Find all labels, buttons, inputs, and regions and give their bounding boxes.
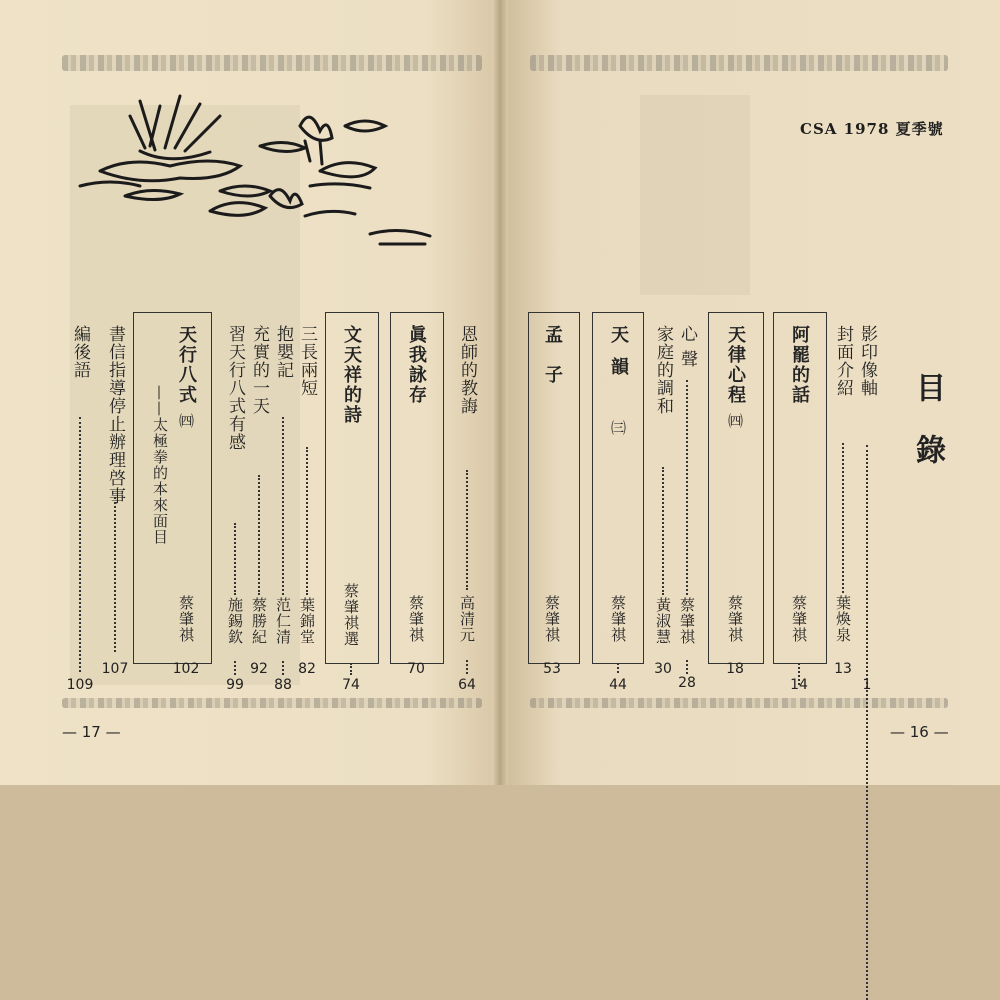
entry-title: 恩師的教誨	[457, 325, 477, 415]
entry-title: 孟子	[542, 325, 563, 405]
entry-title: 抱嬰記	[273, 325, 293, 379]
page-number: 109	[66, 677, 94, 693]
entry-title: 編後語	[70, 325, 90, 379]
entry-author: 蔡肇祺	[177, 595, 195, 643]
page-number: 44	[609, 677, 627, 693]
entry-author: 蔡肇祺	[609, 595, 627, 643]
leader-dots	[114, 497, 116, 652]
leader-dots	[234, 523, 236, 595]
entry-author: 葉煥泉	[834, 595, 852, 643]
entry-author: 施錫欽	[226, 597, 244, 645]
entry-title: 書信指導停止辦理啓事	[105, 325, 125, 505]
entry-title: 影印像軸	[857, 325, 877, 397]
leader-dots	[842, 443, 844, 593]
page-number: 14	[790, 677, 808, 693]
entry-title: 天律心程	[725, 325, 746, 405]
page-number: 70	[407, 661, 425, 677]
entry-author: 黃淑慧	[654, 597, 672, 645]
entry-author: 范仁清	[274, 597, 292, 645]
book-gutter	[492, 0, 508, 785]
leader-dots	[686, 380, 688, 595]
leader-dots	[258, 475, 260, 595]
top-band-right	[530, 55, 948, 71]
leader-dots	[234, 661, 236, 675]
entry-author: 蔡肇祺	[543, 595, 561, 643]
page-number: 64	[458, 677, 476, 693]
entry-title: 習天行八式有感	[225, 325, 245, 451]
leader-dots	[617, 663, 619, 673]
entry-title: 心聲	[677, 325, 697, 375]
entry-title: 眞我詠存	[406, 325, 427, 405]
leader-dots	[466, 470, 468, 590]
leader-dots	[306, 447, 308, 595]
entry-title: 天行八式	[176, 325, 197, 405]
leader-dots	[282, 661, 284, 675]
toc-title: 目錄	[910, 372, 945, 496]
bottom-band-left	[62, 698, 482, 708]
leader-dots	[79, 417, 81, 672]
bottom-band-right	[530, 698, 948, 708]
page-number: 107	[101, 661, 129, 677]
entry-author: 高清元	[458, 595, 476, 643]
entry-subtitle: ㈣	[726, 413, 744, 429]
entry-title: 天韻	[608, 325, 629, 389]
show-through-right	[640, 95, 750, 295]
entry-title: 文天祥的詩	[341, 325, 362, 425]
leader-dots	[686, 660, 688, 674]
entry-subtitle: ㈣	[177, 413, 195, 429]
entry-author: 蔡肇祺	[678, 597, 696, 645]
page-number: 1	[862, 677, 872, 693]
entry-subtitle-detail: ——太極拳的本來面目	[151, 385, 169, 545]
page-number: 102	[172, 661, 200, 677]
issue-header: CSA 1978 夏季號	[800, 120, 944, 138]
page-number: 74	[342, 677, 360, 693]
top-band-left	[62, 55, 482, 71]
leader-dots	[282, 417, 284, 595]
entry-title: 三長兩短	[297, 325, 317, 397]
entry-title: 阿罷的話	[789, 325, 810, 405]
page-number: 18	[726, 661, 744, 677]
entry-title: 封面介紹	[833, 325, 853, 397]
entry-author: 蔡肇祺	[790, 595, 808, 643]
page-number: 13	[834, 661, 852, 677]
entry-author: 蔡肇祺	[726, 595, 744, 643]
leader-dots	[662, 467, 664, 595]
entry-title: 充實的一天	[249, 325, 269, 415]
entry-title: 家庭的調和	[653, 325, 673, 415]
entry-author: 葉錦堂	[298, 597, 316, 645]
folio-right: — 16 —	[890, 723, 949, 741]
page-number: 53	[543, 661, 561, 677]
leader-dots	[866, 445, 868, 1000]
entry-author: 蔡肇祺選	[342, 583, 360, 647]
entry-subtitle: ㈢	[609, 420, 627, 436]
page-number: 92	[250, 661, 268, 677]
lotus-illustration	[70, 86, 440, 256]
page-number: 88	[274, 677, 292, 693]
leader-dots	[350, 663, 352, 675]
page-number: 28	[678, 675, 696, 691]
page-number: 30	[654, 661, 672, 677]
entry-author: 蔡勝紀	[250, 597, 268, 645]
page-number: 99	[226, 677, 244, 693]
page-number: 82	[298, 661, 316, 677]
leader-dots	[466, 660, 468, 674]
entry-author: 蔡肇祺	[407, 595, 425, 643]
folio-left: — 17 —	[62, 723, 121, 741]
